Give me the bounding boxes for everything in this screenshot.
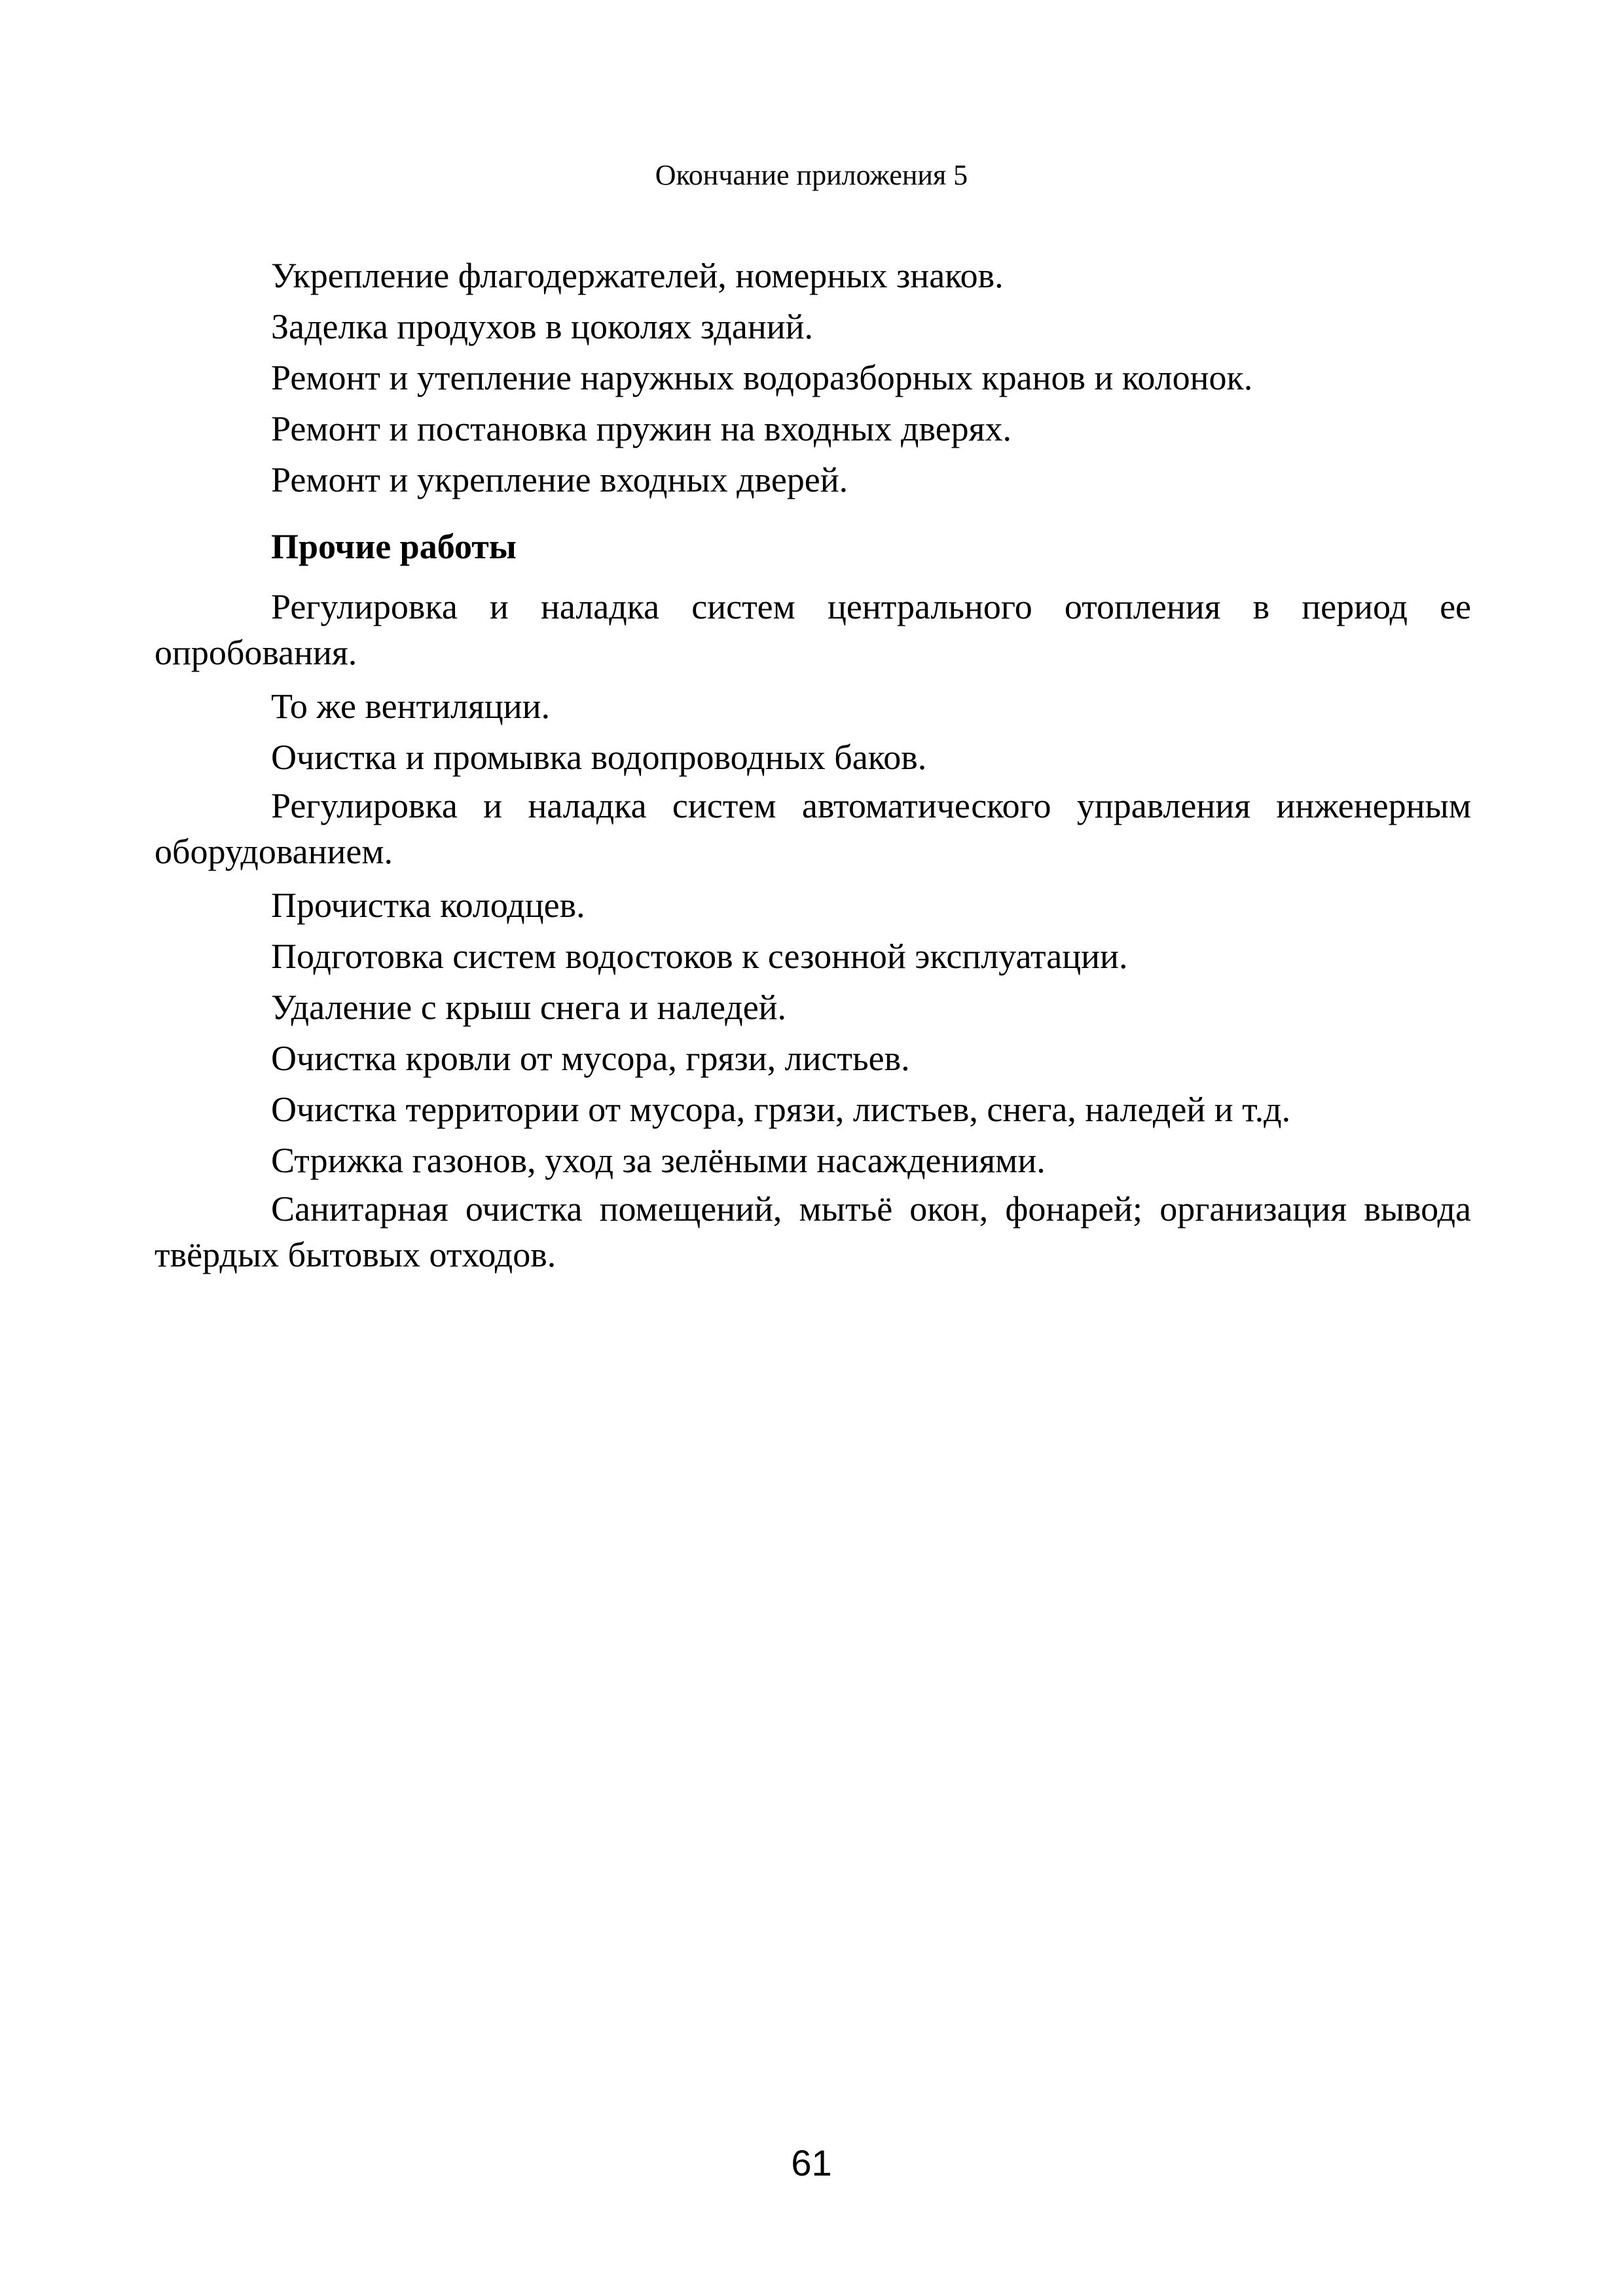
section-heading: Прочие работы xyxy=(271,527,517,566)
list-item: Прочистка колодцев. xyxy=(271,886,585,925)
list-item: Очистка территории от мусора, грязи, листьев, снега, наледей и т.д. xyxy=(271,1090,1291,1129)
list-item: Регулировка и наладка систем автоматического управления инженерным оборудованием. xyxy=(155,786,1471,871)
list-item: Заделка продухов в цоколях зданий. xyxy=(271,307,814,346)
list-item: Стрижка газонов, уход за зелёными насаждениями. xyxy=(271,1141,1046,1180)
list-item: Удаление с крыш снега и наледей. xyxy=(271,988,787,1027)
page-number: 61 xyxy=(791,2142,832,2183)
list-item: То же вентиляции. xyxy=(271,687,551,726)
list-item: Ремонт и утепление наружных водоразборных кранов и колонок. xyxy=(271,358,1253,397)
running-head: Окончание приложения 5 xyxy=(655,159,968,191)
list-item: Ремонт и укрепление входных дверей. xyxy=(271,460,848,499)
list-item: Ремонт и постановка пружин на входных дверях. xyxy=(271,409,1012,448)
list-item: Регулировка и наладка систем центрального отопления в период ее опробования. xyxy=(155,587,1471,672)
body-text xyxy=(155,250,1471,1283)
list-item: Очистка и промывка водопроводных баков. xyxy=(271,738,927,777)
list-item: Подготовка систем водостоков к сезонной эксплуатации. xyxy=(271,937,1128,976)
list-item: Очистка кровли от мусора, грязи, листьев. xyxy=(271,1039,910,1078)
list-item: Укрепление флагодержателей, номерных знаков. xyxy=(271,256,1004,295)
list-item: Санитарная очистка помещений, мытьё окон, фонарей; организация вывода твёрдых бытовых отходов. xyxy=(155,1189,1471,1274)
